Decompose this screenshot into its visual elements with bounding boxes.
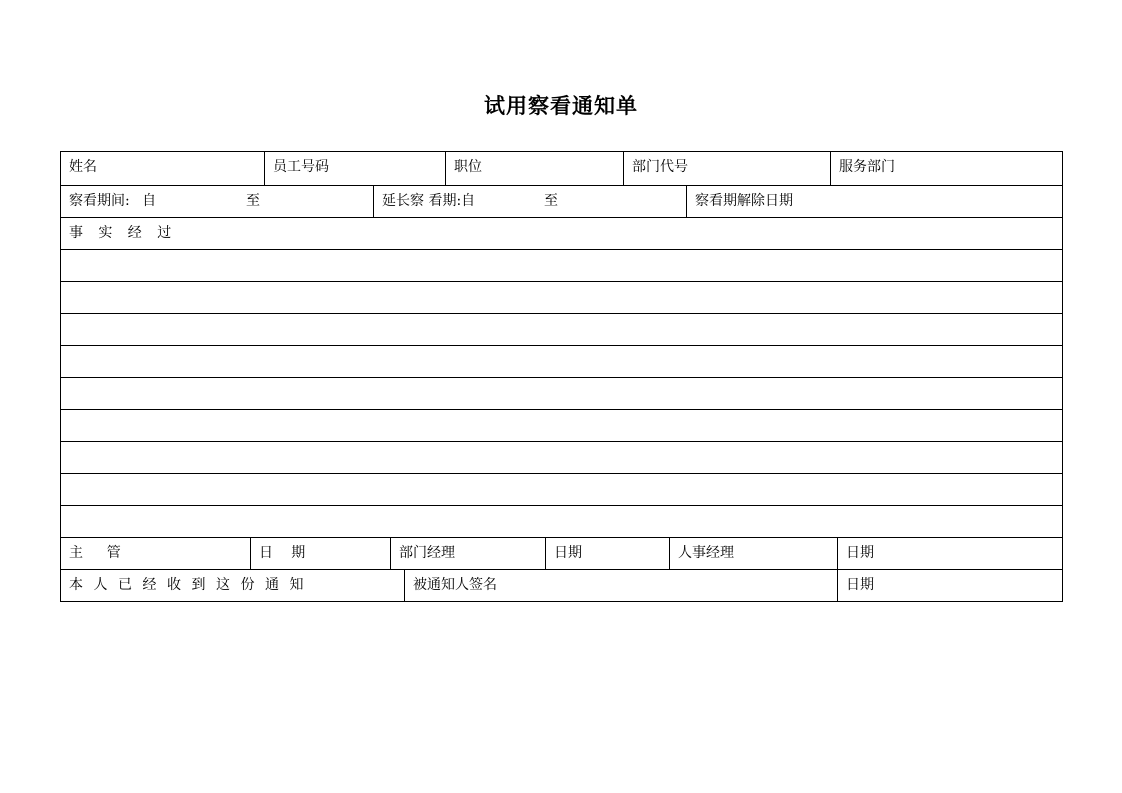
position-label: 职位	[454, 159, 482, 175]
extended-from-label: 自	[461, 193, 476, 209]
form-title: 试用察看通知单	[484, 93, 638, 118]
signature-label: 被通知人签名	[413, 577, 497, 593]
employee-no-label: 员工号码	[273, 159, 329, 175]
release-date-label: 察看期解除日期	[695, 193, 793, 209]
employee-no-cell[interactable]	[264, 152, 445, 185]
facts-blank-row[interactable]	[61, 281, 1062, 313]
name-cell[interactable]	[61, 152, 264, 185]
hr-manager-cell[interactable]	[669, 538, 837, 569]
approval-row	[61, 537, 1062, 569]
hr-manager-label: 人事经理	[678, 545, 734, 561]
release-date-cell[interactable]	[686, 186, 1062, 217]
name-label: 姓名	[69, 159, 97, 175]
acknowledgement-text: 本人已经收到这份通知	[69, 577, 314, 593]
info-row	[61, 152, 1062, 185]
service-dept-label: 服务部门	[839, 159, 895, 175]
service-dept-cell[interactable]	[830, 152, 1062, 185]
hr-manager-date-label: 日期	[846, 545, 874, 561]
facts-blank-row[interactable]	[61, 345, 1062, 377]
acknowledgement-row	[61, 569, 1062, 601]
extended-to-label: 至	[544, 193, 558, 209]
acknowledgement-cell	[61, 570, 404, 601]
period-label: 察看期间:	[69, 193, 130, 209]
facts-blank-row[interactable]	[61, 473, 1062, 505]
dept-manager-label: 部门经理	[399, 545, 455, 561]
position-cell[interactable]	[445, 152, 623, 185]
extended-period-cell[interactable]	[373, 186, 686, 217]
signature-cell[interactable]	[404, 570, 837, 601]
dept-manager-date-cell[interactable]	[545, 538, 669, 569]
hr-manager-date-cell[interactable]	[837, 538, 1062, 569]
observation-period-cell[interactable]	[61, 186, 373, 217]
facts-blank-row[interactable]	[61, 313, 1062, 345]
period-row	[61, 185, 1062, 217]
dept-code-cell[interactable]	[623, 152, 830, 185]
facts-blank-row[interactable]	[61, 409, 1062, 441]
facts-blank-row[interactable]	[61, 249, 1062, 281]
extended-period-label: 延长察 看期:	[382, 193, 462, 209]
facts-blank-row[interactable]	[61, 505, 1062, 537]
dept-manager-cell[interactable]	[390, 538, 545, 569]
dept-code-label: 部门代号	[632, 159, 688, 175]
signature-date-cell[interactable]	[837, 570, 1062, 601]
period-from-label: 自	[142, 193, 157, 209]
dept-manager-date-label: 日期	[554, 545, 582, 561]
supervisor-label: 主管	[69, 545, 145, 561]
facts-blank-row[interactable]	[61, 441, 1062, 473]
facts-header-row	[61, 217, 1062, 249]
signature-date-label: 日期	[846, 577, 874, 593]
supervisor-cell[interactable]	[61, 538, 250, 569]
facts-blank-row[interactable]	[61, 377, 1062, 409]
supervisor-date-cell[interactable]	[250, 538, 390, 569]
facts-label: 事实经过	[69, 225, 187, 241]
supervisor-date-label: 日期	[259, 545, 324, 561]
notice-form-table	[60, 151, 1063, 602]
period-to-label: 至	[246, 193, 260, 209]
